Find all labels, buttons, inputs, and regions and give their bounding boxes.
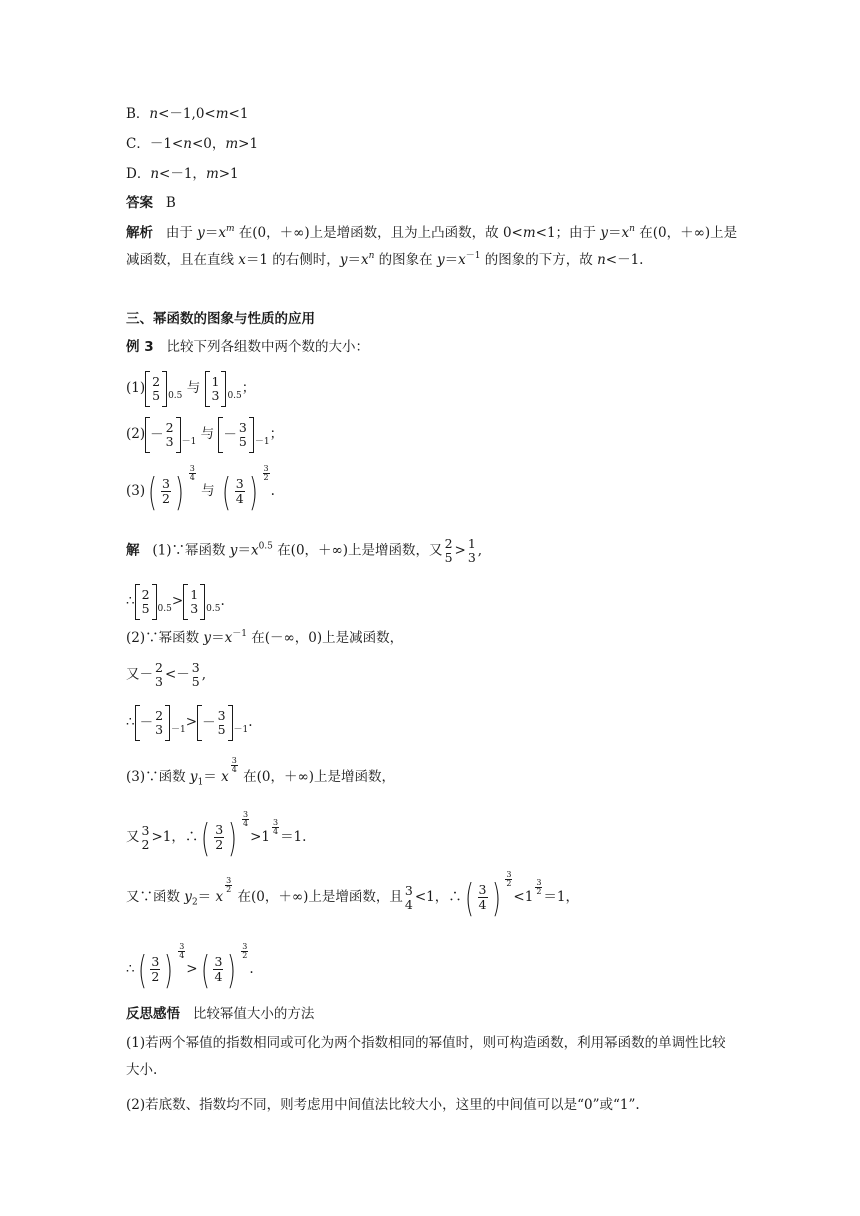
question-3: (3) ( $\frac{3}{2}$ ) $\frac{3}{4}$ 与 ( $\frac{3}{4}$ ) $\frac{3}{2}$ .	[126, 464, 275, 514]
solution-3-continued: 又∵函数 $y_2= x$ $\frac{3}{2}$ 在(0，＋∞)上是增函数，且 3 4 <1，∴ ( $\frac{3}{4}$ ) $\frac{3}{2}$ <1 $\frac{3}{2}$ ＝1，	[126, 870, 580, 920]
option-c: C．－1<n<0，m>1	[126, 136, 259, 152]
example-3-title: 例 3 比较下列各组数中两个数的大小：	[126, 339, 369, 355]
analysis-paragraph: 解析 由于 $y=x^m$ 在(0，＋∞)上是增函数，且为上凸函数，故 0<m<1；由于 $y=x^n$ 在(0，＋∞)上是减函数，且在直线 x＝1 的右侧时，$y=x^n$ 的图象在 $y=x^{-1}$ 的图象的下方，故 n<－1.	[126, 224, 738, 268]
solution-1-line: 解 (1)∵幂函数 $y=x^{0.5}$ 在(0，＋∞)上是增函数，又 2 5 > 1 3 ,	[126, 536, 483, 565]
solution-2-result: ∴ － 2 3 $_{-1}$> － 3 5 $_{-1}$.	[126, 702, 253, 744]
option-d: D．n<－1，m>1	[126, 166, 239, 182]
solution-1-result: ∴ 2 5 $_{0.5}$> 1 3 $_{0.5}$.	[126, 581, 225, 623]
solution-2-compare: 又－ 2 3 <－ 3 5 ,	[126, 660, 207, 689]
solution-3-line: (3)∵函数 $y_1= x$ $\frac{3}{4}$ 在(0，＋∞)上是增函数，	[126, 756, 395, 788]
reflection-point-1: (1)若两个幂值的指数相同或可化为两个指数相同的幂值时，则可构造函数，利用幂函数的单调性比较大小.	[126, 1035, 726, 1078]
section-title: 三、幂函数的图象与性质的应用	[126, 311, 315, 327]
solution-3-final: ∴ ( $\frac{3}{2}$ ) $\frac{3}{4}$ > ( $\frac{3}{4}$ ) $\frac{3}{2}$ .	[126, 942, 254, 992]
question-2: (2) － 2 3 $_{-1}$ 与 － 3 5 $_{-1}$；	[126, 414, 283, 456]
reflection-point-2: (2)若底数、指数均不同，则考虑用中间值法比较大小，这里的中间值可以是“0”或“1”.	[126, 1097, 640, 1113]
answer-line: 答案 B	[126, 195, 176, 211]
solution-3-result: 又 3 2 >1，∴ ( $\frac{3}{2}$ ) $\frac{3}{4}$ >1 $\frac{3}{4}$ ＝1.	[126, 810, 307, 860]
reflection-title: 反思感悟 比较幂值大小的方法	[126, 1006, 315, 1022]
question-1: (1) 2 5 $_{0.5}$ 与 1 3 $_{0.5}$；	[126, 368, 255, 410]
solution-2-line: (2)∵幂函数 $y=x^{-1}$ 在(－∞，0)上是减函数，	[126, 629, 404, 646]
option-b: B．n<－1,0<m<1	[126, 106, 249, 122]
